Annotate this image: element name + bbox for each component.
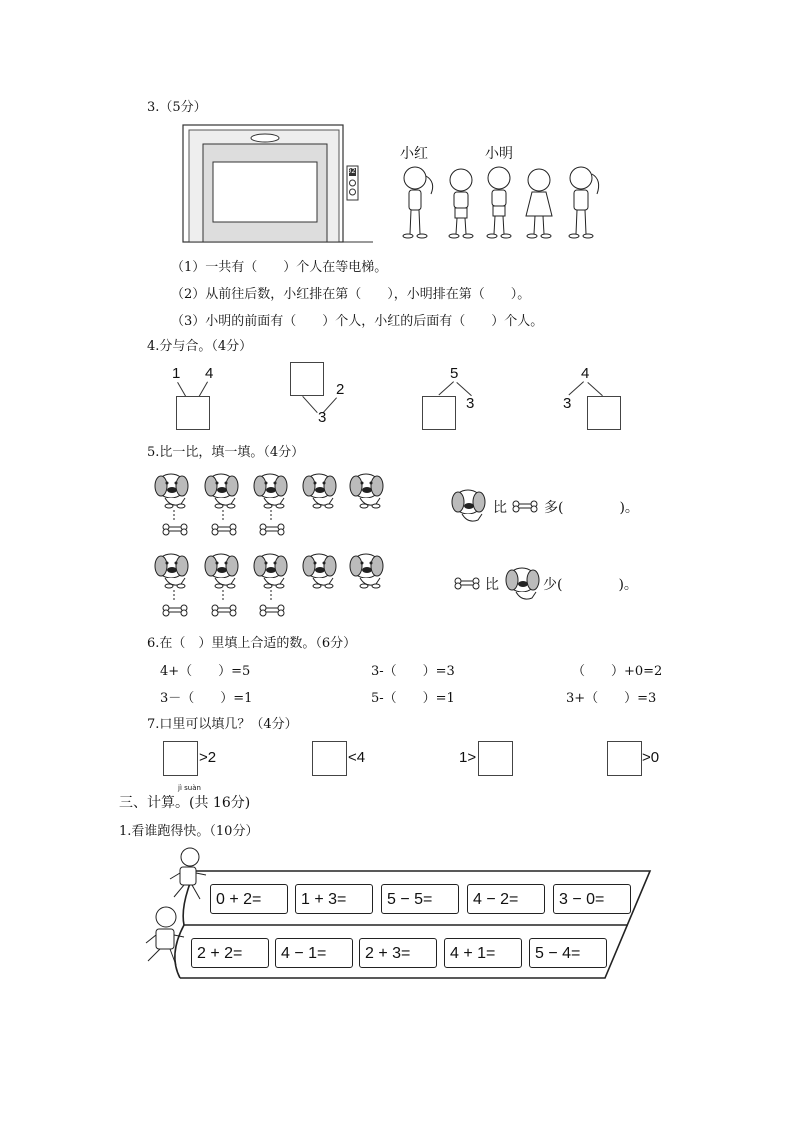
inequality-text: >0 [642,749,660,766]
equation-box[interactable]: 3 − 0= [553,884,631,914]
split-number-mid: 2 [336,381,345,398]
fill-equation: 4+（ ）=5 [160,664,251,679]
answer-box[interactable] [176,396,210,430]
split-number-bottom: 3 [318,409,327,426]
dog-icon [506,564,540,604]
inequality-text: <4 [348,749,366,766]
q3-subquestion-3: （3）小明的前面有（ ）个人，小红的后面有（ ）个人。 [171,314,544,329]
q3-subquestion-1: （1）一共有（ ）个人在等电梯。 [171,260,388,275]
inequality-text: >2 [199,749,217,766]
bone-icon [512,501,542,513]
answer-box[interactable] [290,362,324,396]
pinyin-annotation: jì suàn [178,784,201,792]
equation-box[interactable]: 4 + 1= [444,938,522,968]
fill-equation: 3+（ ）=3 [566,691,657,706]
split-number-top: 5 [450,365,459,382]
answer-box[interactable] [478,741,513,776]
fill-equation: 5-（ ）=1 [371,691,455,706]
split-number-top-left: 1 [172,365,181,382]
fill-equation: （ ）+0=2 [572,664,663,679]
split-number-top-right: 4 [205,365,214,382]
q5-title: 5.比一比，填一填。（4分） [147,445,305,460]
dogs-and-bones-illustration [150,466,400,622]
q3-subquestion-2: （2）从前往后数，小红排在第（ ），小明排在第（ ）。 [171,287,531,302]
fill-equation: 3－（ ）=1 [160,691,253,706]
answer-box[interactable] [312,741,347,776]
split-number-right: 3 [466,395,475,412]
inequality-text: 1> [459,749,477,766]
equation-box[interactable]: 5 − 4= [529,938,607,968]
name-label-xiaohong: 小红 [400,146,428,162]
answer-box[interactable] [163,741,198,776]
equation-box[interactable]: 0 + 2= [210,884,288,914]
children-queue-illustration [398,160,608,244]
name-label-xiaoming: 小明 [485,146,513,162]
answer-box[interactable] [587,396,621,430]
q6-title: 6.在（ ）里填上合适的数。（6分） [147,636,357,651]
dog-icon [452,486,486,526]
split-number-left: 3 [563,395,572,412]
bone-icon [454,578,484,590]
calc1-title: 1.看谁跑得快。（10分） [119,824,259,839]
elevator-illustration [183,124,373,244]
equation-box[interactable]: 1 + 3= [295,884,373,914]
q4-title: 4.分与合。（4分） [147,339,253,354]
compare-answer-2: 少( )。 [543,577,638,593]
equation-box[interactable]: 2 + 3= [359,938,437,968]
q3-title: 3.（5分） [147,100,207,115]
section-title: 三、计算。(共 16分) [119,795,251,811]
answer-box[interactable] [607,741,642,776]
split-number-top: 4 [581,365,590,382]
compare-word: 比 [485,577,499,593]
fill-equation: 3-（ ）=3 [371,664,455,679]
equation-box[interactable]: 2 + 2= [191,938,269,968]
compare-answer-1: 多( )。 [544,500,639,516]
elevator-floor-display: 02 [347,167,356,175]
equation-box[interactable]: 5 − 5= [381,884,459,914]
compare-word: 比 [493,500,507,516]
q7-title: 7.口里可以填几？（4分） [147,717,298,732]
equation-box[interactable]: 4 − 1= [275,938,353,968]
answer-box[interactable] [422,396,456,430]
equation-box[interactable]: 4 − 2= [467,884,545,914]
